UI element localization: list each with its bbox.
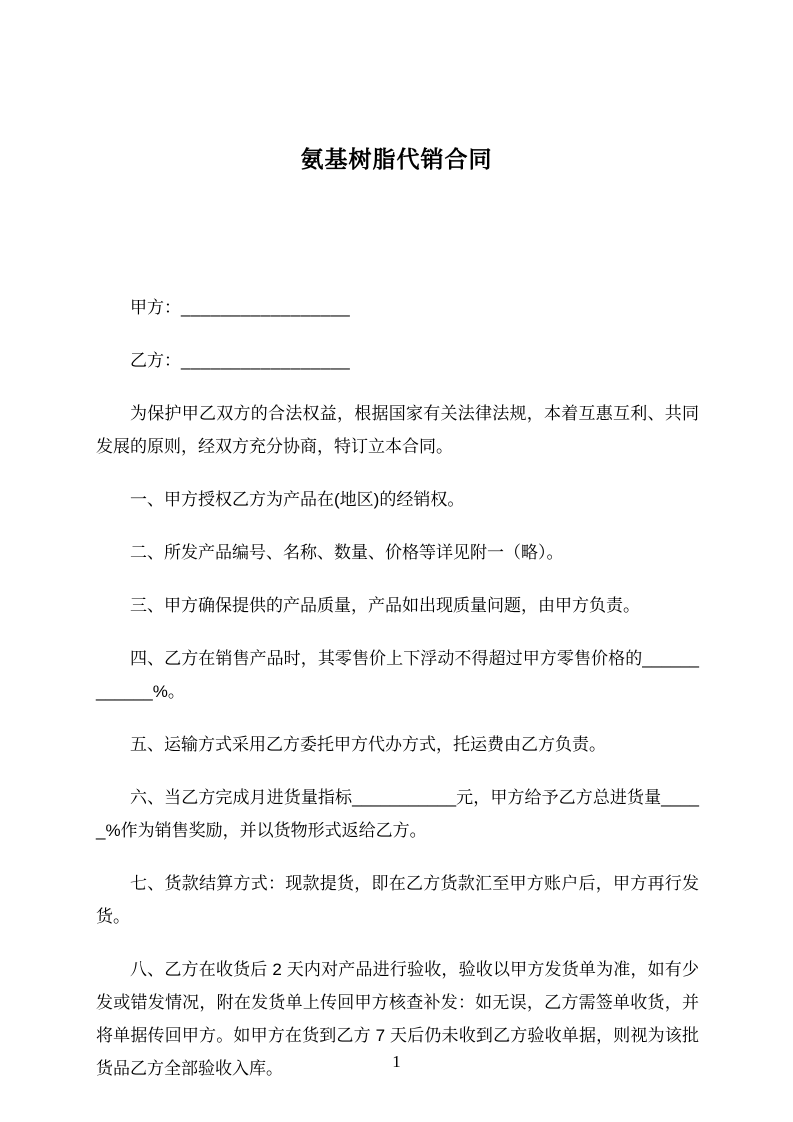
page-number: 1: [392, 1052, 401, 1071]
clause-8: 八、乙方在收货后 2 天内对产品进行验收，验收以甲方发货单为准，如有少发或错发情况，附在发货单上传回甲方核查补发：如无误，乙方需签单收货，并将单据传回甲方。如甲方在货到乙方 7 天后仍未收到乙方验收单据，则视为该批货品乙方全部验收入库。: [96, 960, 699, 1078]
party-b-label: 乙方：: [130, 351, 181, 370]
clause-5: 五、运输方式采用乙方委托甲方代办方式，托运费由乙方负责。: [130, 735, 606, 754]
party-a-blank: _________________: [181, 298, 351, 317]
clause-4: 四、乙方在销售产品时，其零售价上下浮动不得超过甲方零售价格的____________%。: [96, 649, 699, 701]
party-b-blank: _________________: [181, 351, 351, 370]
preamble-paragraph: 为保护甲乙双方的合法权益，根据国家有关法律法规，本着互惠互利、共同发展的原则，经双方充分协商，特订立本合同。: [96, 404, 699, 456]
party-b-line: [96, 344, 699, 377]
clause-1: 一、甲方授权乙方为产品在(地区)的经销权。: [130, 490, 465, 509]
clause-6: 六、当乙方完成月进货量指标___________元，甲方给予乙方总进货量_____%作为销售奖励，并以货物形式返给乙方。: [96, 788, 699, 840]
party-a-line: [96, 291, 699, 324]
party-a-label: 甲方：: [130, 298, 181, 317]
clause-7: 七、货款结算方式：现款提货，即在乙方货款汇至甲方账户后，甲方再行发货。: [96, 874, 699, 926]
clause-2: 二、所发产品编号、名称、数量、价格等详见附一（略）。: [130, 543, 564, 562]
clause-3: 三、甲方确保提供的产品质量，产品如出现质量问题，由甲方负责。: [130, 596, 640, 615]
document-title: 氨基树脂代销合同: [300, 146, 493, 172]
document-body: [0, 291, 793, 1085]
